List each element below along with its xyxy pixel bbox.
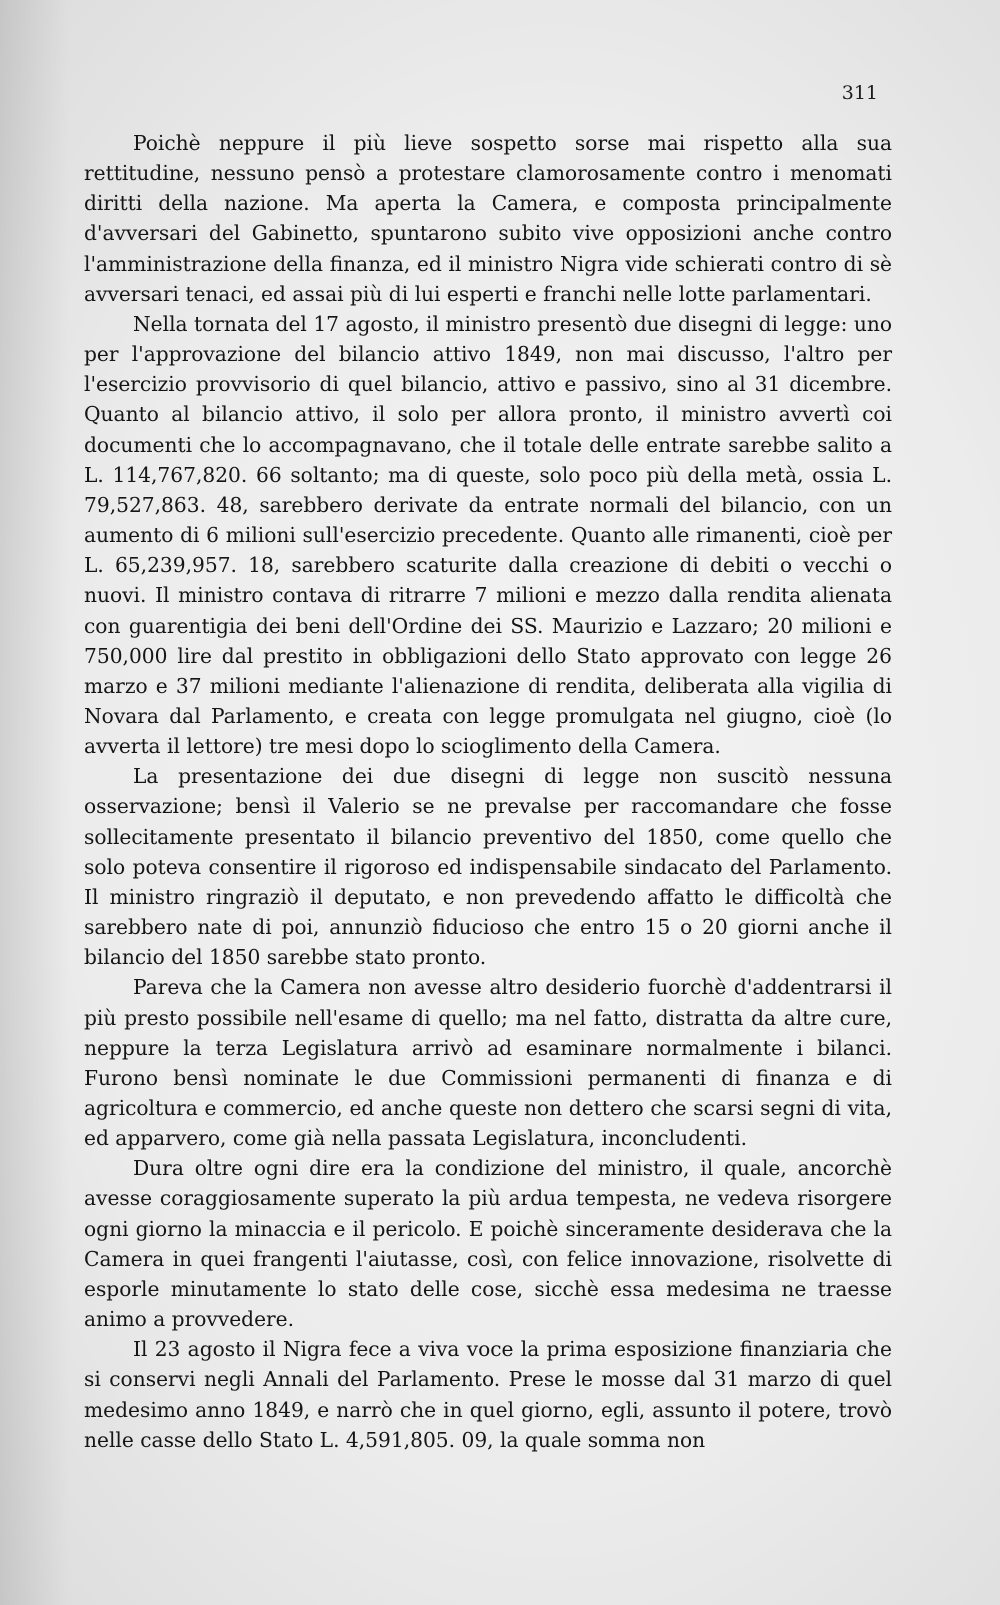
- text-column: [84, 128, 892, 1455]
- paragraph: Pareva che la Camera non avesse altro desiderio fuorchè d'addentrarsi il più presto possibile nell'esame di quello; ma nel fatto, distratta da altre cure, neppure la terza Legislatura arrivò ad esaminare normalmente i bilanci. Furono bensì nominate le due Commissioni permanenti di finanza e di agricoltura e commercio, ed anche queste non dettero che scarsi segni di vita, ed apparvero, come già nella passata Legislatura, inconcludenti.: [84, 975, 892, 1151]
- paragraph: Il 23 agosto il Nigra fece a viva voce la prima esposizione finanziaria che si conservi negli Annali del Parlamento. Prese le mosse dal 31 marzo di quel medesimo anno 1849, e narrò che in quel giorno, egli, assunto il potere, trovò nelle casse dello Stato L. 4,591,805. 09, la quale somma non: [84, 1337, 892, 1452]
- page-number: 311: [841, 82, 878, 104]
- paragraph: La presentazione dei due disegni di legge non suscitò nessuna osservazione; bensì il Valerio se ne prevalse per raccomandare che fosse sollecitamente presentato il bilancio preventivo del 1850, come quello che solo poteva consentire il rigoroso ed indispensabile sindacato del Parlamento. Il ministro ringraziò il deputato, e non prevedendo affatto le difficoltà che sarebbero nate di poi, annunziò fiducioso che entro 15 o 20 giorni anche il bilancio del 1850 sarebbe stato pronto.: [84, 764, 892, 970]
- paragraph: Poichè neppure il più lieve sospetto sorse mai rispetto alla sua rettitudine, nessuno pensò a protestare clamorosamente contro i menomati diritti della nazione. Ma aperta la Camera, e composta principalmente d'avversari del Gabinetto, spuntarono subito vive opposizioni anche contro l'amministrazione della finanza, ed il ministro Nigra vide schierati contro di sè avversari tenaci, ed assai più di lui esperti e franchi nelle lotte parlamentari.: [84, 131, 892, 306]
- gutter-shadow: [0, 0, 70, 1605]
- paragraph: Nella tornata del 17 agosto, il ministro presentò due disegni di legge: uno per l'approvazione del bilancio attivo 1849, non mai discusso, l'altro per l'esercizio provvisorio di quel bilancio, attivo e passivo, sino al 31 dicembre. Quanto al bilancio attivo, il solo per allora pronto, il ministro avvertì coi documenti che lo accompagnavano, che il totale delle entrate sarebbe salito a L. 114,767,820. 66 soltanto; ma di queste, solo poco più della metà, ossia L. 79,527,863. 48, sarebbero derivate da entrate normali del bilancio, con un aumento di 6 milioni sull'esercizio precedente. Quanto alle rimanenti, cioè per L. 65,239,957. 18, sarebbero scaturite dalla creazione di debiti o vecchi o nuovi. Il ministro contava di ritrarre 7 milioni e mezzo dalla rendita alienata con guarentigia dei beni dell'Ordine dei SS. Maurizio e Lazzaro; 20 milioni e 750,000 lire dal prestito in obbligazioni dello Stato approvato con legge 26 marzo e 37 milioni mediante l'alienazione di rendita, deliberata alla vigilia di Novara dal Parlamento, e creata con legge promulgata nel giugno, cioè (lo avverta il lettore) tre mesi dopo lo scioglimento della Camera.: [84, 311, 892, 759]
- paragraph: Dura oltre ogni dire era la condizione del ministro, il quale, ancorchè avesse coraggiosamente superato la più ardua tempesta, ne vedeva risorgere ogni giorno la minaccia e il pericolo. E poichè sinceramente desiderava che la Camera in quei frangenti l'aiutasse, così, con felice innovazione, risolvette di esporle minutamente lo stato delle cose, sicchè essa medesima ne traesse animo a provvedere.: [84, 1156, 892, 1332]
